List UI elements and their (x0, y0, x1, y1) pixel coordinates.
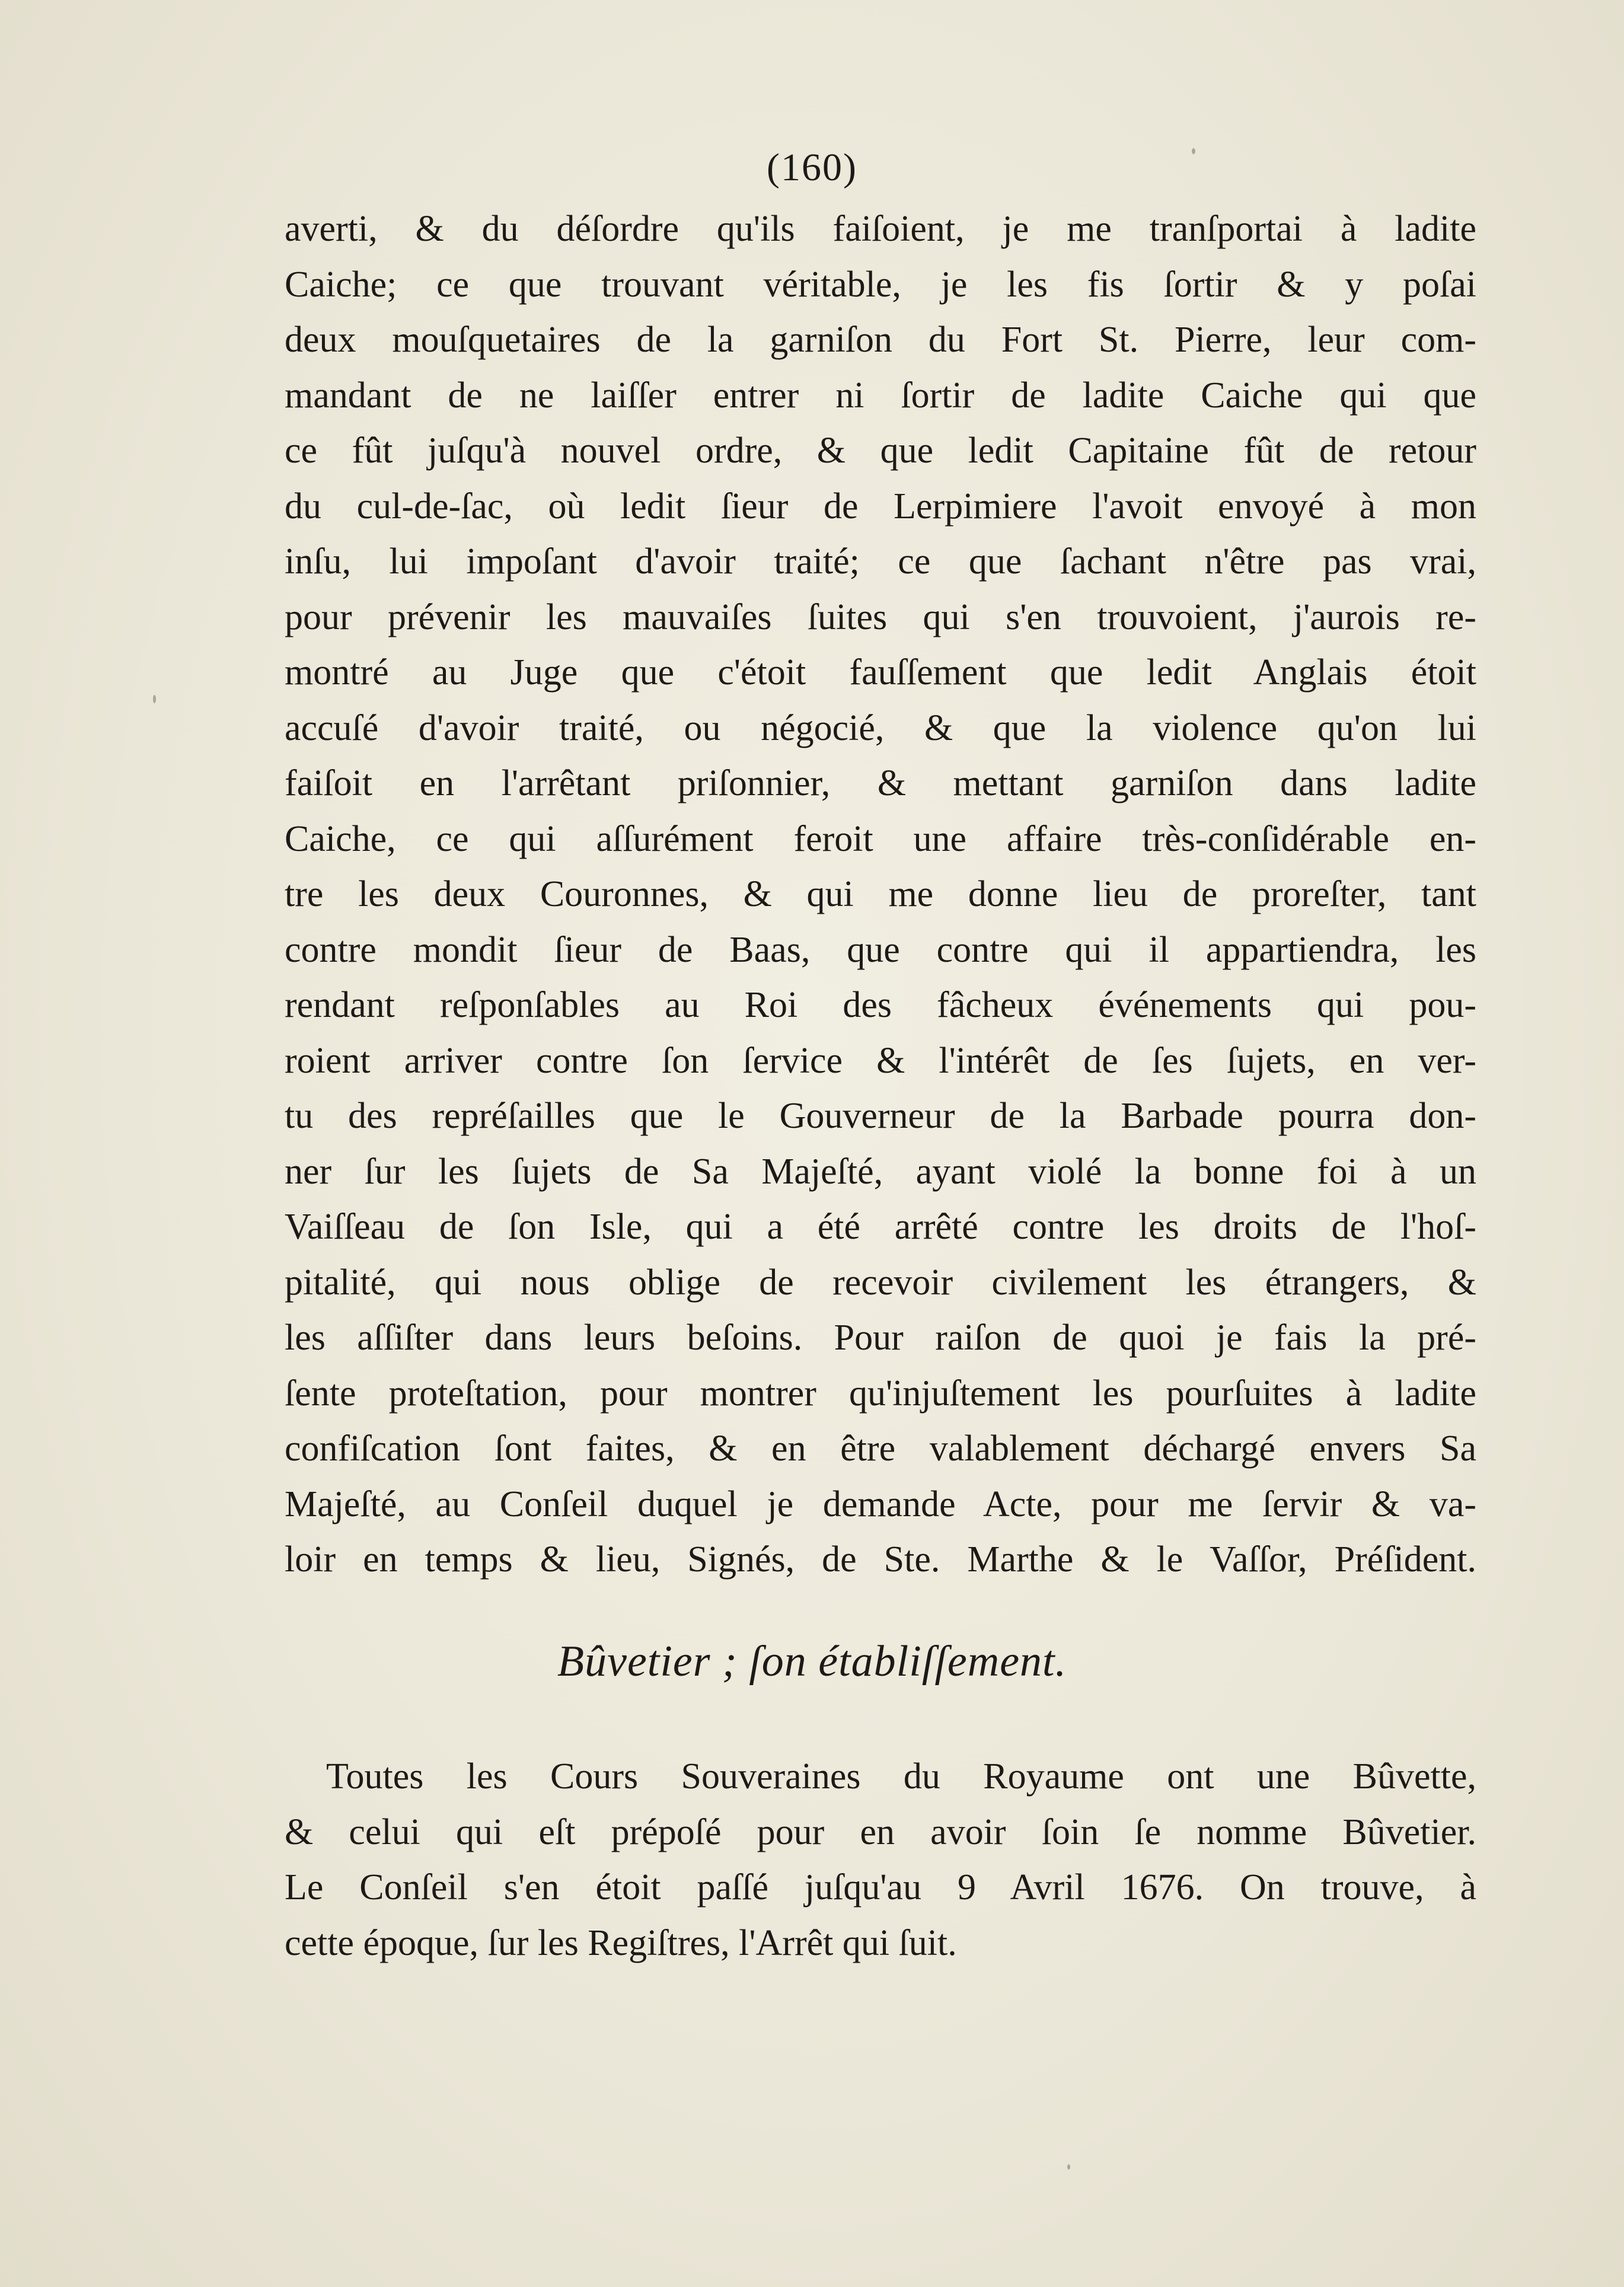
text-line: mandant de ne laiſſer entrer ni ſortir de ladite Caiche qui que (285, 375, 1476, 416)
text-line: du cul-de-ſac, où ledit ſieur de Lerpimiere l'avoit envoyé à mon (285, 486, 1476, 527)
text-line: averti, & du déſordre qu'ils faiſoient, je me tranſportai à ladite (285, 209, 1476, 249)
text-line: ner ſur les ſujets de Sa Majeſté, ayant violé la bonne foi à un (285, 1151, 1476, 1192)
text-line: roient arriver contre ſon ſervice & l'intérêt de ſes ſujets, en ver- (285, 1040, 1476, 1081)
text-line: deux mouſquetaires de la garniſon du Fort St. Pierre, leur com- (285, 320, 1476, 360)
text-line: ce fût juſqu'à nouvel ordre, & que ledit Capitaine fût de retour (285, 430, 1476, 471)
paper-speck (153, 695, 156, 703)
text-line: & celui qui eſt prépoſé pour en avoir ſoin ſe nomme Bûvetier. (285, 1811, 1476, 1852)
paragraph-protestation (285, 202, 1476, 1588)
text-line: contre mondit ſieur de Baas, que contre qui il appartiendra, les (285, 929, 1476, 970)
text-line: confiſcation ſont faites, & en être valablement déchargé envers Sa (285, 1428, 1476, 1469)
text-line: ſente proteſtation, pour montrer qu'injuſtement les pourſuites à ladite (285, 1373, 1476, 1414)
paper-speck (1067, 2164, 1070, 2170)
text-line: inſu, lui impoſant d'avoir traité; ce que ſachant n'être pas vrai, (285, 541, 1476, 582)
text-line: Le Conſeil s'en étoit paſſé juſqu'au 9 Avril 1676. On trouve, à (285, 1867, 1476, 1908)
text-line: cette époque, ſur les Regiſtres, l'Arrêt qui ſuit. (285, 1922, 957, 1963)
text-line: faiſoit en l'arrêtant priſonnier, & mettant garniſon dans ladite (285, 763, 1476, 803)
text-line: pour prévenir les mauvaiſes ſuites qui s'en trouvoient, j'aurois re- (285, 597, 1476, 637)
text-line: Majeſté, au Conſeil duquel je demande Acte, pour me ſervir & va- (285, 1484, 1476, 1524)
text-line: rendant reſponſables au Roi des fâcheux événements qui pou- (285, 985, 1476, 1025)
text-line: Caiche, ce qui aſſurément feroit une affaire très-conſidérable en- (285, 818, 1476, 859)
text-line: les aſſiſter dans leurs beſoins. Pour raiſon de quoi je fais la pré- (285, 1318, 1476, 1358)
section-heading: Bûvetier ; ſon établiſſement. (557, 1637, 1067, 1686)
paragraph-buvetier (285, 1749, 1476, 1971)
text-line: accuſé d'avoir traité, ou négocié, & que la violence qu'on lui (285, 707, 1476, 748)
text-line: tre les deux Couronnes, & qui me donne lieu de proreſter, tant (285, 874, 1476, 914)
text-line: Caiche; ce que trouvant véritable, je les fis ſortir & y poſai (285, 264, 1476, 305)
page-number: (160) (767, 146, 857, 189)
text-line: loir en temps & lieu, Signés, de Ste. Marthe & le Vaſſor, Préſident. (285, 1539, 1476, 1580)
text-line: Vaiſſeau de ſon Isle, qui a été arrêté contre les droits de l'hoſ- (285, 1207, 1476, 1247)
text-line: montré au Juge que c'étoit fauſſement que ledit Anglais étoit (285, 652, 1476, 693)
paper-speck (1192, 148, 1195, 154)
text-line: tu des repréſailles que le Gouverneur de la Barbade pourra don- (285, 1096, 1476, 1136)
text-line: Toutes les Cours Souveraines du Royaume ont une Bûvette, (326, 1756, 1476, 1797)
text-line: pitalité, qui nous oblige de recevoir civilement les étrangers, & (285, 1262, 1476, 1303)
